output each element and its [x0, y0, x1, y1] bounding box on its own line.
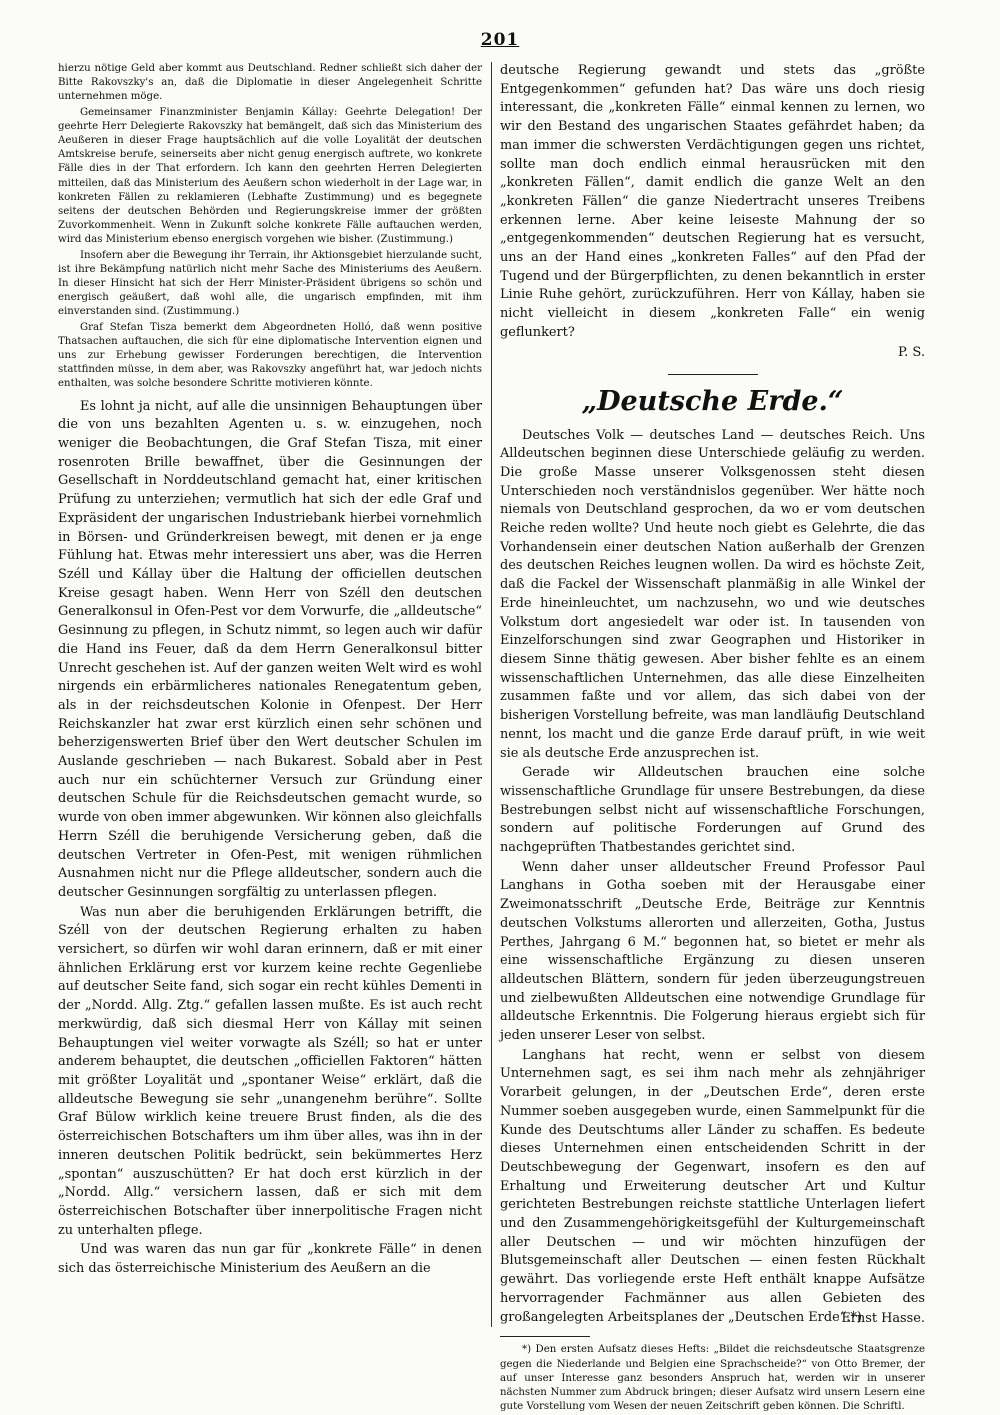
paragraph: Es lohnt ja nicht, auf alle die unsinnigen Behauptungen über die von uns bezahlten Agenten u. s. w. einzugehen, noch weniger die Beobachtungen, die Graf Stefan Tisza, mit einer rosenroten Brille bewaffnet, über die Gesinnungen der Gesellschaft in Norddeutschland gemacht hat, einer kritischen Prüfung zu unterziehen; vermutlich hat sich der edle Graf und Expräsident der ungarischen Industriebank hierbei vornehmlich in Börsen- und Gründerkreisen bewegt, mit denen er ja enge Fühlung hat. Etwas mehr interessiert uns aber, was die Herren Széll und Kállay über die Haltung der officiellen deutschen Kreise gesagt haben. Wenn Herr von Széll den deutschen Generalkonsul in Ofen-Pest vor dem Vorwurfe, die „alldeutsche“ Gesinnung zu pflegen, in Schutz nimmt, so legen auch wir dafür die Hand ins Feuer, daß da dem Herrn Generalkonsul bitter Unrecht geschehen ist. Auf der ganzen weiten Welt wird es wohl nirgends ein erbärmlicheres nationales Renegatentum geben, als in der reichsdeutschen Kolonie in Ofenpest. Der Herr Reichskanzler hat zwar erst kürzlich einen sehr schönen und beherzigenswerten Brief über den Wert deutscher Schulen im Auslande geschrieben — nach Bukarest. Sobald aber in Pest auch nur ein schüchterner Versuch zur Gründung einer deutschen Schule für die Reichsdeutschen gemacht wurde, so wurde von oben immer abgewunken. Wir können also gleichfalls Herrn Széll die beruhigende Versicherung geben, daß die deutschen Vertreter in Ofen-Pest, mit wenigen rühmlichen Ausnahmen nicht nur die Pflege alldeutscher, sondern auch die deutscher Gesinnungen sorgfältig zu unterlassen pflegen. — [58, 398, 482, 900]
paragraph: Wenn daher unser alldeutscher Freund Professor Paul Langhans in Gotha soeben mit der Herausgabe einer Zweimonatsschrift „Deutsche Erde, Beiträge zur Kenntnis deutschen Volkstums allerorten und allerzeiten, Gotha, Justus Perthes, Jahrgang 6 M.“ begonnen hat, so bietet er mehr als eine wissenschaftliche Ergänzung zu diesen unseren alldeutschen Blättern, sondern für jeden überzeugungstreuen und zielbewußten Alldeutschen eine notwendige Grundlage für alldeutsche Erkenntnis. Die Folgerung hieraus ergiebt sich für jeden unserer Leser von selbst. — [500, 859, 925, 1044]
paragraph: Und was waren das nun gar für „konkrete Fälle“ in denen sich das österreichische Ministerium des Aeußern an die — [58, 1242, 482, 1277]
paragraph: Langhans hat recht, wenn er selbst von diesem Unternehmen sagt, es sei ihm nach mehr als zehnjähriger Vorarbeit gelungen, in der „Deutschen Erde“, deren erste Nummer soeben ausgegeben wurde, einen Sammelpunkt für die Kunde des Deutschtums aller Länder zu schaffen. Es bedeute dieses Unternehmen einen entscheidenden Schritt in der Deutschbewegung der Gegenwart, insofern es den auf Erhaltung und Erweiterung deutscher Art und Kultur gerichteten Bestrebungen reichste stattliche Unterlagen liefert und den Zusammengehörigkeitsgefühl der Kulturgemeinschaft aller Deutschen — und wir möchten hinzufügen der Blutsgemeinschaft aller Deutschen — einen festen Rückhalt gewährt. Das vorliegende erste Heft enthält knappe Aufsätze hervorragender Fachmänner aus allen Gebieten des großangelegten Arbeitsplanes der „Deutschen Erde“.*) — [500, 1047, 925, 1325]
right-column — [500, 62, 925, 1413]
page-number: 201 — [480, 30, 520, 50]
paragraph: Insofern aber die Bewegung ihr Terrain, ihr Aktionsgebiet hierzulande sucht, ist ihre Bekämpfung natürlich nicht mehr Sache des Ministeriums des Aeußern. In dieser Hinsicht hat sich der Herr Minister-Präsident übrigens so schön und energisch geäußert, daß wohl alle, die ungarisch empfinden, mit ihm einverstanden sind. (Zustimmung.) — [58, 249, 482, 318]
column-divider — [491, 62, 492, 1327]
signature-initials: P. S. — [898, 344, 925, 360]
footnote: *) Den ersten Aufsatz dieses Hefts: „Bildet die reichsdeutsche Staatsgrenze gegen die Niederlande und Belgien eine Sprachscheide?“ von Otto Bremer, der auf unser Interesse ganz besonders Anspruch hat, werden wir in unserer nächsten Nummer zum Abdruck bringen; dieser Aufsatz wird unsern Lesern eine gute Vorstellung vom Wesen der neuen Zeitschrift geben können. Die Schriftl. — [500, 1344, 925, 1413]
article-author: Ernst Hasse. — [841, 1311, 925, 1327]
left-column — [58, 62, 482, 1332]
paragraph: deutsche Regierung gewandt und stets das „größte Entgegenkommen“ gefunden hat? Das wäre uns doch riesig interessant, die „konkreten Fälle“ einmal kennen zu lernen, wo wir den Bestand des ungarischen Staates gefährdet haben; da man immer die schwersten Verdächtigungen gegen uns richtet, sollte man doch endlich einmal herausrücken mit den „konkreten Fällen“, damit endlich die ganze Welt an den „konkreten Fällen“ die ganze Niedertracht unseres Treibens erkennen lerne. Aber keine leiseste Mahnung der so „entgegenkommenden“ deutschen Regierung hat es versucht, uns an der Hand eines „konkreten Falles“ auf den Pfad der Tugend und der Bürgerpflichten, zu denen bekanntlich in erster Linie Ruhe gehört, zurückzuführen. Herr von Kállay, haben sie nicht vielleicht in diesem „konkreten Falle“ ein wenig geflunkert? — [500, 63, 925, 340]
paragraph: Graf Stefan Tisza bemerkt dem Abgeordneten Holló, daß wenn positive Thatsachen auftauchen, die sich für eine diplomatische Intervention eignen und uns zur Erhebung gewisser Forderungen berechtigen, die Intervention stattfinden müsse, in dem aber, was Rakovszky angeführt hat, war jedoch nichts enthalten, was solche besondere Schritte motivieren könnte. — [58, 321, 482, 390]
paragraph: Deutsches Volk — deutsches Land — deutsches Reich. Uns Alldeutschen beginnen diese Unterschiede geläufig zu werden. Die große Masse unserer Volksgenossen steht diesen Unterschieden noch verständnislos gegenüber. Wer hätte noch niemals von Deutschland gesprochen, da wo er vom deutschen Reiche reden wollte? Und heute noch giebt es Gelehrte, die das Vorhandensein einer deutschen Nation außerhalb der Grenzen des deutschen Reiches leugnen wollen. Da wird es höchste Zeit, daß die Fackel der Wissenschaft planmäßig in alle Winkel der Erde hineinleuchtet, um nachzusehn, wo und wie deutsches Volkstum dort angesiedelt war oder ist. In tausenden von Einzelforschungen sind zwar Geographen und Historiker in diesem Sinne thätig gewesen. Aber bisher fehlte es an einem wissenschaftlichen Unternehmen, das alle diese Einzelheiten zusammen faßte und vor allem, das sich dabei von der bisherigen Vorstellung befreite, was man landläufig Deutschland nennt, los macht und die ganze Erde darauf prüft, in wie weit sie als deutsche Erde anzusprechen ist. — [500, 427, 925, 761]
article-title: „Deutsche Erde.“ — [581, 385, 844, 417]
section-divider — [668, 374, 758, 375]
paragraph: hierzu nötige Geld aber kommt aus Deutschland. Redner schließt sich daher der Bitte Rakovszky's an, daß die Diplomatie in dieser Angelegenheit Schritte unternehmen möge. — [58, 63, 482, 103]
paragraph: Was nun aber die beruhigenden Erklärungen betrifft, die Széll von der deutschen Regierung erhalten zu haben versichert, so dürfen wir wohl daran erinnern, daß er mit einer ähnlichen Erklärung erst vor kurzem keine rechte Gegenliebe auf deutscher Seite fand, sich sogar ein recht kühles Dementi in der „Nordd. Allg. Ztg.“ gefallen lassen mußte. Es ist auch recht merkwürdig, daß sich diesmal Herr von Kállay mit seinen Behauptungen viel weiter vorwagte als Széll; so hat er unter anderem behauptet, die deutschen „officiellen Faktoren“ hätten mit größter Loyalität und „spontaner Weise“ erklärt, daß die alldeutsche Bewegung sie sehr „unangenehm berühre“. Sollte Graf Bülow wirklich keine treuere Brust finden, als die des österreichischen Botschafters um ihm über alles, was ihn in der inneren deutschen Politik bedrückt, sein bekümmertes Herz „spontan“ auszuschütten? Er hat doch erst kürzlich in der „Nordd. Allg.“ versichern lassen, daß er sich mit dem österreichischen Botschafter über innerpolitische Fragen nicht zu unterhalten pflege. — [58, 904, 482, 1238]
paragraph: Gerade wir Alldeutschen brauchen eine solche wissenschaftliche Grundlage für unsere Bestrebungen, da diese Bestrebungen selbst nicht auf wissenschaftliche Forschungen, sondern auf politische Forderungen auf Grund des nachgeprüften Thatbestandes gerichtet sind. — [500, 765, 925, 856]
paragraph: Gemeinsamer Finanzminister Benjamin Kállay: Geehrte Delegation! Der geehrte Herr Delegierte Rakovszky hat bemängelt, daß sich das Ministerium des Aeußeren in dieser Frage hauptsächlich auf die volle Loyalität der deutschen Amtskreise berufe, seinerseits aber nicht genug energisch auftrete, wo konkrete Fälle dies in der That erfordern. Ich kann den geehrten Herren Delegierten mitteilen, daß das Ministerium des Aeußern schon wiederholt in der Lage war, in konkreten Fällen zu reklamieren (Lebhafte Zustimmung) und es begegnete seitens der deutschen Behörden und Regierungskreise immer der größten Zuvorkommenheit. Wenn in Zukunft solche konkrete Fälle auftauchen werden, wird das Ministerium ebenso energisch vorgehen wie bisher. (Zustimmung.) — [58, 106, 482, 246]
footnote-rule — [500, 1336, 590, 1337]
